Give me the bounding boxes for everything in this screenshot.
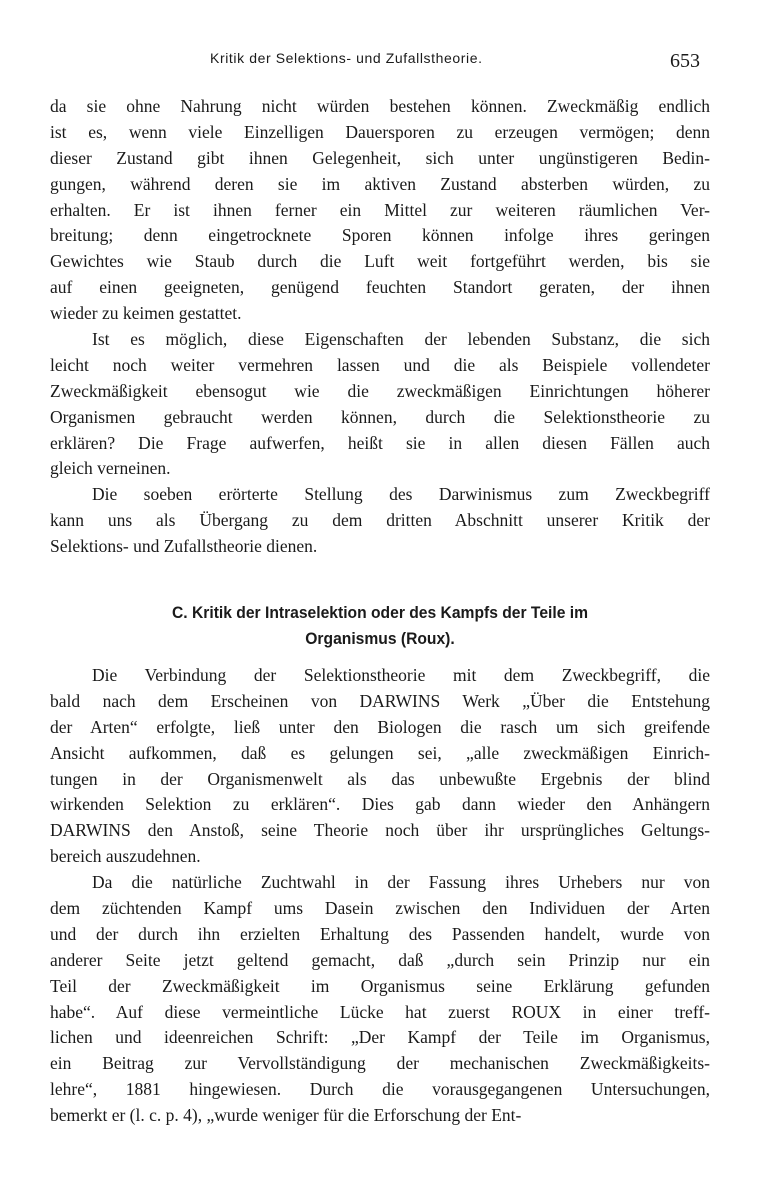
text-line: wirkenden Selektion zu erklären“. Dies gab dann wieder den Anhängern	[50, 794, 710, 815]
section-heading	[76, 600, 683, 652]
text-line: habe“. Auf diese vermeintliche Lücke hat zuerst ROUX in einer treff-	[50, 1001, 710, 1022]
text-line: ein Beitrag zur Vervollständigung der mechanischen Zweckmäßigkeits-	[50, 1053, 710, 1074]
paragraph	[50, 663, 710, 870]
running-head	[0, 50, 765, 72]
running-title: Kritik der Selektions- und Zufallstheorie.	[210, 50, 483, 66]
text-line: dieser Zustand gibt ihnen Gelegenheit, sich unter ungünstigeren Bedin-	[50, 147, 710, 168]
text-line: Gewichtes wie Staub durch die Luft weit fortgeführt werden, bis sie	[50, 251, 710, 272]
paragraph	[50, 482, 710, 560]
text-line: erhalten. Er ist ihnen ferner ein Mittel zur weiteren räumlichen Ver-	[50, 199, 710, 220]
text-line: Die Verbindung der Selektionstheorie mit dem Zweckbegriff, die	[92, 665, 710, 685]
paragraph	[50, 327, 710, 482]
text-line: breitung; denn eingetrocknete Sporen können infolge ihres geringen	[50, 225, 710, 246]
text-line: Organismen gebraucht werden können, durch die Selektionstheorie zu	[50, 406, 710, 427]
text-line: da sie ohne Nahrung nicht würden bestehen können. Zweckmäßig endlich	[50, 96, 710, 116]
text-line: ist es, wenn viele Einzelligen Dauersporen zu erzeugen vermögen; denn	[50, 121, 710, 142]
text-line: gleich verneinen.	[50, 458, 171, 479]
text-line: Ist es möglich, diese Eigenschaften der lebenden Substanz, die sich	[92, 329, 710, 350]
text-line: bereich auszudehnen.	[50, 846, 201, 867]
text-line: Teil der Zweckmäßigkeit im Organismus seine Erklärung gefunden	[50, 975, 710, 996]
body-text-after-heading	[50, 663, 710, 1129]
text-line: erklären? Die Frage aufwerfen, heißt sie in allen diesen Fällen auch	[50, 432, 710, 453]
text-line: anderer Seite jetzt geltend gemacht, daß „durch sein Prinzip nur ein	[50, 949, 710, 970]
text-line: Da die natürliche Zuchtwahl in der Fassung ihres Urhebers nur von	[92, 872, 710, 893]
text-line: Selektions- und Zufallstheorie dienen.	[50, 536, 318, 557]
text-line: der Arten“ erfolgte, ließ unter den Biologen die rasch um sich greifende	[50, 716, 710, 737]
text-line: gungen, während deren sie im aktiven Zustand absterben würden, zu	[50, 173, 710, 194]
text-line: lichen und ideenreichen Schrift: „Der Kampf der Teile im Organismus,	[50, 1027, 710, 1048]
section-heading-line-2: Organismus (Roux).	[305, 629, 455, 648]
text-line: dem züchtenden Kampf ums Dasein zwischen den Individuen der Arten	[50, 898, 710, 919]
text-line: kann uns als Übergang zu dem dritten Abschnitt unserer Kritik der	[50, 510, 710, 531]
text-line: Die soeben erörterte Stellung des Darwinismus zum Zweckbegriff	[92, 484, 710, 505]
paragraph	[50, 94, 710, 327]
text-line: wieder zu keimen gestattet.	[50, 303, 242, 324]
text-line: leicht noch weiter vermehren lassen und die als Beispiele vollendeter	[50, 354, 710, 375]
page-number: 653	[670, 50, 700, 72]
text-line: Zweckmäßigkeit ebensogut wie die zweckmäßigen Einrichtungen höherer	[50, 380, 710, 401]
paragraph	[50, 870, 710, 1129]
text-line: und der durch ihn erzielten Erhaltung des Passenden handelt, wurde von	[50, 923, 710, 944]
text-line: Ansicht aufkommen, daß es gelungen sei, „alle zweckmäßigen Einrich-	[50, 742, 710, 763]
text-line: bemerkt er (l. c. p. 4), „wurde weniger für die Erforschung der Ent-	[50, 1105, 522, 1126]
text-line: DARWINS den Anstoß, seine Theorie noch über ihr ursprüngliches Geltungs-	[50, 820, 710, 841]
text-line: tungen in der Organismenwelt als das unbewußte Ergebnis der blind	[50, 768, 710, 789]
text-line: bald nach dem Erscheinen von DARWINS Werk „Über die Entstehung	[50, 690, 710, 711]
text-line: lehre“, 1881 hingewiesen. Durch die vorausgegangenen Untersuchungen,	[50, 1079, 710, 1100]
text-line: auf einen geeigneten, genügend feuchten Standort geraten, der ihnen	[50, 277, 710, 298]
body-text-before-heading	[50, 94, 710, 560]
section-heading-line-1: C. Kritik der Intraselektion oder des Kampfs der Teile im	[171, 603, 589, 622]
